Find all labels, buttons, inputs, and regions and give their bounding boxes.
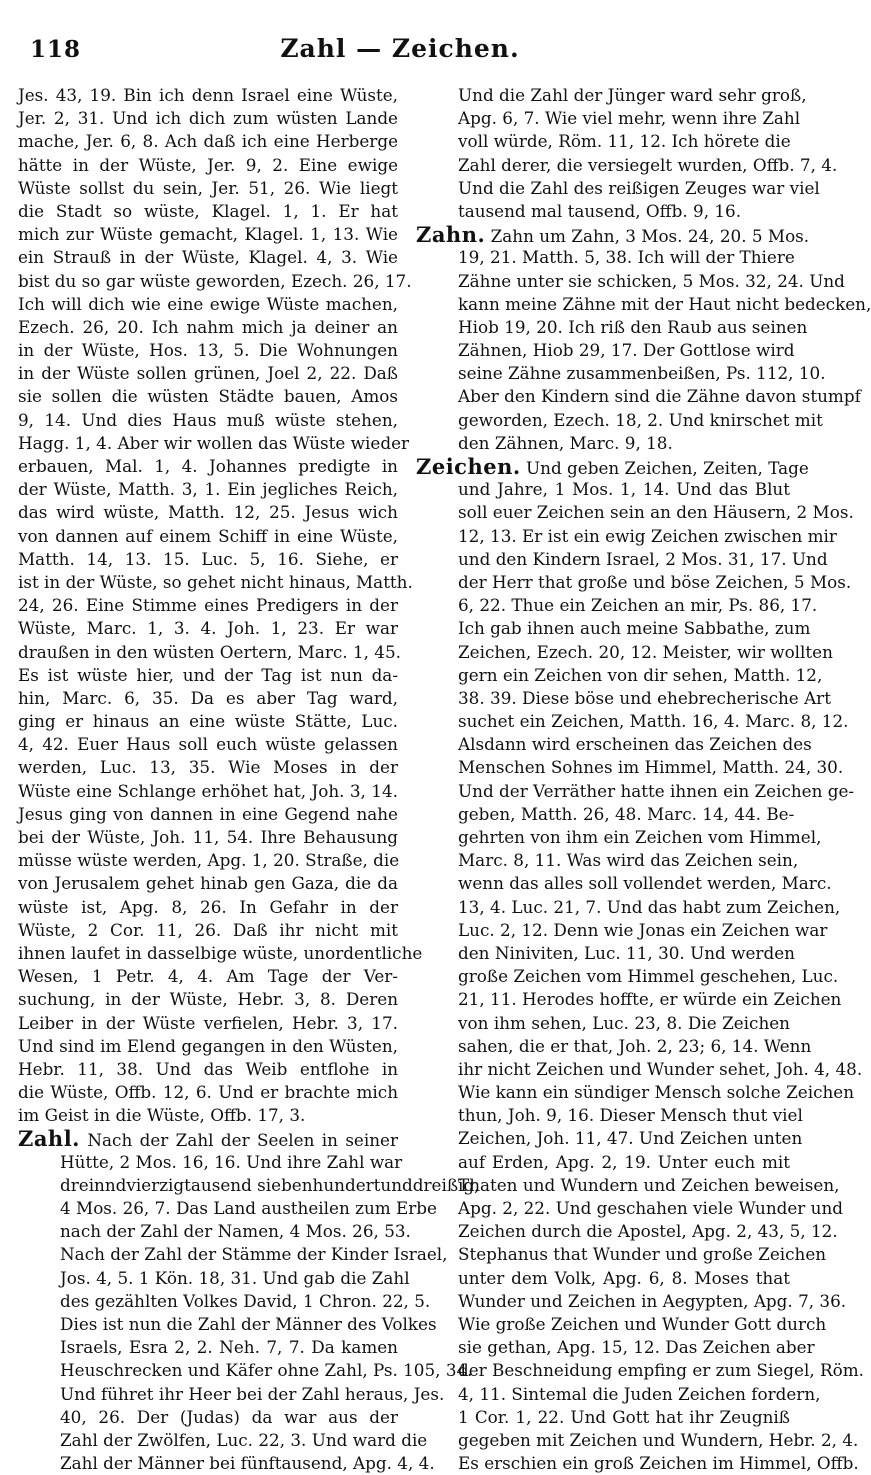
text-line: bei der Wüste, Joh. 11, 54. Ihre Behausung: [18, 827, 398, 847]
entry-text: Nach der Zahl der Seelen in seiner: [80, 1130, 398, 1151]
text-line: Jos. 4, 5. 1 Kön. 18, 31. Und gab die Zahl: [60, 1267, 410, 1288]
text-line: Heuschrecken und Käfer ohne Zahl, Ps. 105, 34.: [60, 1360, 473, 1381]
text-line: Zahl derer, die versiegelt wurden, Offb. 7, 4.: [458, 154, 838, 175]
text-line: Hebr. 11, 38. Und das Weib entflohe in: [18, 1058, 398, 1079]
text-line: werden, Luc. 13, 35. Wie Moses in der: [18, 757, 398, 778]
text-line: den Niniviten, Luc. 11, 30. Und werden: [458, 942, 795, 963]
text-line: Zeichen, Ezech. 20, 12. Meister, wir wollten: [458, 641, 833, 662]
text-line: Alsdann wird erscheinen das Zeichen des: [458, 734, 812, 755]
entry-first-line: [416, 454, 809, 479]
text-line: Wie große Zeichen und Wunder Gott durch: [458, 1313, 827, 1334]
entry-headword: Zeichen.: [416, 454, 521, 479]
text-line: nach der Zahl der Namen, 4 Mos. 26, 53.: [60, 1221, 411, 1242]
text-line: ist in der Wüste, so gehet nicht hinaus, Matth.: [18, 571, 413, 592]
text-line: Zeichen durch die Apostel, Apg. 2, 43, 5, 12.: [458, 1221, 838, 1242]
text-line: Und die Zahl des reißigen Zeuges war viel: [458, 177, 820, 198]
text-line: Zeichen, Joh. 11, 47. Und Zeichen unten: [458, 1128, 803, 1149]
text-line: kann meine Zähne mit der Haut nicht bedecken,: [458, 293, 871, 314]
text-line: hin, Marc. 6, 35. Da es aber Tag ward,: [18, 687, 398, 708]
text-line: des gezählten Volkes David, 1 Chron. 22, 5.: [60, 1290, 431, 1311]
text-line: in der Wüste sollen grünen, Joel 2, 22. Daß: [18, 363, 398, 384]
right-column: [416, 84, 871, 1475]
text-line: draußen in den wüsten Oertern, Marc. 1, 45.: [18, 641, 401, 662]
text-line: und Jahre, 1 Mos. 1, 14. Und das Blut: [458, 479, 790, 500]
text-line: Wüste eine Schlange erhöhet hat, Joh. 3, 14.: [18, 780, 398, 801]
text-line: 19, 21. Matth. 5, 38. Ich will der Thiere: [458, 247, 795, 268]
entry-text: Und geben Zeichen, Zeiten, Tage: [520, 458, 809, 478]
text-line: Wunder und Zeichen in Aegypten, Apg. 7, 36.: [458, 1290, 847, 1311]
entry-text: Zahn um Zahn, 3 Mos. 24, 20. 5 Mos.: [485, 226, 810, 247]
entry-headword: Zahn.: [416, 222, 486, 248]
text-line: 24, 26. Eine Stimme eines Predigers in der: [18, 595, 398, 616]
text-line: 13, 4. Luc. 21, 7. Und das habt zum Zeichen,: [458, 896, 841, 917]
text-line: Es erschien ein groß Zeichen im Himmel, Offb.: [458, 1453, 859, 1474]
text-line: Wüste, Marc. 1, 3. 4. Joh. 1, 23. Er war: [18, 618, 398, 639]
text-line: Israels, Esra 2, 2. Neh. 7, 7. Da kamen: [60, 1337, 398, 1358]
text-line: ging er hinaus an eine wüste Stätte, Luc.: [18, 711, 398, 732]
text-line: gern ein Zeichen von dir sehen, Matth. 12,: [458, 664, 823, 685]
text-line: Leiber in der Wüste verfielen, Hebr. 3, 17.: [18, 1012, 398, 1033]
text-line: Aber den Kindern sind die Zähne davon stumpf: [458, 386, 861, 407]
text-line: mache, Jer. 6, 8. Ach daß ich eine Herberge: [18, 131, 398, 152]
text-line: Nach der Zahl der Stämme der Kinder Israel,: [60, 1244, 448, 1265]
page-number: 118: [30, 36, 82, 63]
text-line: den Zähnen, Marc. 9, 18.: [458, 432, 673, 453]
text-line: der Herr that große und böse Zeichen, 5 Mos.: [458, 571, 852, 592]
text-line: von dannen auf einem Schiff in eine Wüste,: [18, 525, 398, 546]
text-line: Zähne unter sie schicken, 5 Mos. 32, 24. Und: [458, 270, 845, 291]
text-line: Stephanus that Wunder und große Zeichen: [458, 1244, 827, 1265]
text-line: Jesus ging von dannen in eine Gegend nahe: [18, 803, 398, 824]
text-line: unter dem Volk, Apg. 6, 8. Moses that: [458, 1267, 790, 1288]
text-line: Ezech. 26, 20. Ich nahm mich ja deiner an: [18, 316, 398, 337]
text-line: auf Erden, Apg. 2, 19. Unter euch mit: [458, 1151, 790, 1172]
text-line: Jer. 2, 31. Und ich dich zum wüsten Lande: [18, 108, 398, 129]
text-line: Jes. 43, 19. Bin ich denn Israel eine Wüste,: [18, 85, 398, 105]
text-line: Thaten und Wundern und Zeichen beweisen,: [458, 1174, 840, 1195]
text-line: gehrten von ihm ein Zeichen vom Himmel,: [458, 827, 822, 847]
text-line: sahen, die er that, Joh. 2, 23; 6, 14. Wenn: [458, 1035, 812, 1056]
entry-headword: Zahl.: [18, 1126, 80, 1152]
text-line: und den Kindern Israel, 2 Mos. 31, 17. Und: [458, 548, 828, 569]
text-line: 21, 11. Herodes hoffte, er würde ein Zeichen: [458, 989, 842, 1010]
text-line: Zahl der Männer bei fünftausend, Apg. 4, 4.: [60, 1453, 435, 1474]
text-line: 38. 39. Diese böse und ehebrecherische Art: [458, 687, 831, 708]
text-line: Hiob 19, 20. Ich riß den Raub aus seinen: [458, 316, 808, 337]
text-line: der Beschneidung empfing er zum Siegel, Röm.: [458, 1360, 864, 1381]
text-line: Menschen Sohnes im Himmel, Matth. 24, 30.: [458, 757, 844, 778]
text-line: suchung, in der Wüste, Hebr. 3, 8. Deren: [18, 989, 398, 1010]
text-line: der Wüste, Matth. 3, 1. Ein jegliches Reich,: [18, 479, 398, 500]
text-line: 12, 13. Er ist ein ewig Zeichen zwischen mir: [458, 525, 837, 546]
text-line: dreinndvierzigtausend siebenhundertunddreißig,: [60, 1174, 480, 1195]
text-line: Dies ist nun die Zahl der Männer des Volkes: [60, 1313, 437, 1334]
text-line: Und der Verräther hatte ihnen ein Zeichen ge-: [458, 780, 855, 801]
text-line: Zähnen, Hiob 29, 17. Der Gottlose wird: [458, 340, 795, 361]
text-line: erbauen, Mal. 1, 4. Johannes predigte in: [18, 456, 398, 476]
text-line: 9, 14. Und dies Haus muß wüste stehen,: [18, 409, 398, 430]
text-line: die Stadt so wüste, Klagel. 1, 1. Er hat: [18, 200, 398, 221]
text-line: 4, 11. Sintemal die Juden Zeichen fordern,: [458, 1383, 821, 1404]
text-line: thun, Joh. 9, 16. Dieser Mensch thut viel: [458, 1105, 803, 1126]
text-line: Zahl der Zwölfen, Luc. 22, 3. Und ward die: [60, 1429, 428, 1450]
text-line: mich zur Wüste gemacht, Klagel. 1, 13. Wie: [18, 224, 398, 245]
text-line: gegeben mit Zeichen und Wundern, Hebr. 2, 4.: [458, 1429, 859, 1450]
text-line: wüste ist, Apg. 8, 26. In Gefahr in der: [18, 896, 398, 917]
text-line: sie gethan, Apg. 15, 12. Das Zeichen aber: [458, 1337, 815, 1358]
running-head: Zahl — Zeichen.: [280, 34, 520, 63]
text-line: Und die Zahl der Jünger ward sehr groß,: [458, 85, 807, 105]
text-line: Luc. 2, 12. Denn wie Jonas ein Zeichen war: [458, 919, 828, 940]
text-line: bist du so gar wüste geworden, Ezech. 26, 17.: [18, 270, 412, 291]
entry-first-line: [416, 222, 810, 248]
text-line: Es ist wüste hier, und der Tag ist nun da-: [18, 664, 398, 685]
text-line: 40, 26. Der (Judas) da war aus der: [60, 1406, 398, 1427]
text-line: müsse wüste werden, Apg. 1, 20. Straße, die: [18, 850, 400, 871]
text-line: ihnen laufet in dasselbige wüste, unordentliche: [18, 942, 423, 963]
text-line: 4 Mos. 26, 7. Das Land austheilen zum Erbe: [60, 1198, 437, 1218]
text-line: Apg. 2, 22. Und geschahen viele Wunder und: [458, 1198, 844, 1218]
text-line: Wie kann ein sündiger Mensch solche Zeichen: [458, 1082, 855, 1103]
text-line: Hütte, 2 Mos. 16, 16. Und ihre Zahl war: [60, 1151, 403, 1172]
text-line: das wird wüste, Matth. 12, 25. Jesus wich: [18, 502, 398, 523]
text-line: von Jerusalem gehet hinab gen Gaza, die da: [18, 873, 398, 894]
text-line: Apg. 6, 7. Wie viel mehr, wenn ihre Zahl: [458, 108, 801, 129]
text-line: Wüste, 2 Cor. 11, 26. Daß ihr nicht mit: [18, 919, 398, 940]
text-line: geworden, Ezech. 18, 2. Und knirschet mit: [458, 409, 823, 430]
text-line: hätte in der Wüste, Jer. 9, 2. Eine ewige: [18, 154, 398, 175]
text-line: ihr nicht Zeichen und Wunder sehet, Joh. 4, 48.: [458, 1058, 863, 1079]
text-line: wenn das alles soll vollendet werden, Marc.: [458, 873, 832, 894]
text-line: tausend mal tausend, Offb. 9, 16.: [458, 200, 742, 221]
text-line: Ich gab ihnen auch meine Sabbathe, zum: [458, 618, 811, 639]
text-line: Wesen, 1 Petr. 4, 4. Am Tage der Ver-: [18, 966, 398, 987]
text-line: voll würde, Röm. 11, 12. Ich hörete die: [458, 131, 791, 152]
text-line: Hagg. 1, 4. Aber wir wollen das Wüste wieder: [18, 432, 410, 453]
text-line: 6, 22. Thue ein Zeichen an mir, Ps. 86, 17.: [458, 595, 818, 616]
text-line: in der Wüste, Hos. 13, 5. Die Wohnungen: [18, 340, 398, 361]
text-line: ein Strauß in der Wüste, Klagel. 4, 3. Wie: [18, 247, 398, 268]
text-line: Marc. 8, 11. Was wird das Zeichen sein,: [458, 850, 799, 871]
text-line: Wüste sollst du sein, Jer. 51, 26. Wie liegt: [18, 177, 398, 198]
text-line: seine Zähne zusammenbeißen, Ps. 112, 10.: [458, 363, 826, 384]
text-line: 1 Cor. 1, 22. Und Gott hat ihr Zeugniß: [458, 1406, 790, 1427]
text-line: geben, Matth. 26, 48. Marc. 14, 44. Be-: [458, 803, 795, 824]
text-line: Matth. 14, 13. 15. Luc. 5, 16. Siehe, er: [18, 548, 398, 569]
text-line: 4, 42. Euer Haus soll euch wüste gelassen: [18, 734, 398, 755]
text-line: sie sollen die wüsten Städte bauen, Amos: [18, 386, 398, 407]
text-line: große Zeichen vom Himmel geschehen, Luc.: [458, 966, 839, 987]
entry-first-line: [18, 1127, 398, 1150]
text-line: im Geist in die Wüste, Offb. 17, 3.: [18, 1105, 306, 1126]
page-header: [0, 0, 800, 80]
text-line: die Wüste, Offb. 12, 6. Und er brachte mich: [18, 1082, 398, 1103]
text-line: Und sind im Elend gegangen in den Wüsten,: [18, 1035, 398, 1056]
text-line: suchet ein Zeichen, Matth. 16, 4. Marc. 8, 12.: [458, 711, 849, 732]
text-line: soll euer Zeichen sein an den Häusern, 2 Mos.: [458, 502, 854, 523]
text-line: Ich will dich wie eine ewige Wüste machen,: [18, 293, 398, 314]
text-line: Und führet ihr Heer bei der Zahl heraus, Jes.: [60, 1383, 445, 1404]
text-line: von ihm sehen, Luc. 23, 8. Die Zeichen: [458, 1012, 790, 1033]
